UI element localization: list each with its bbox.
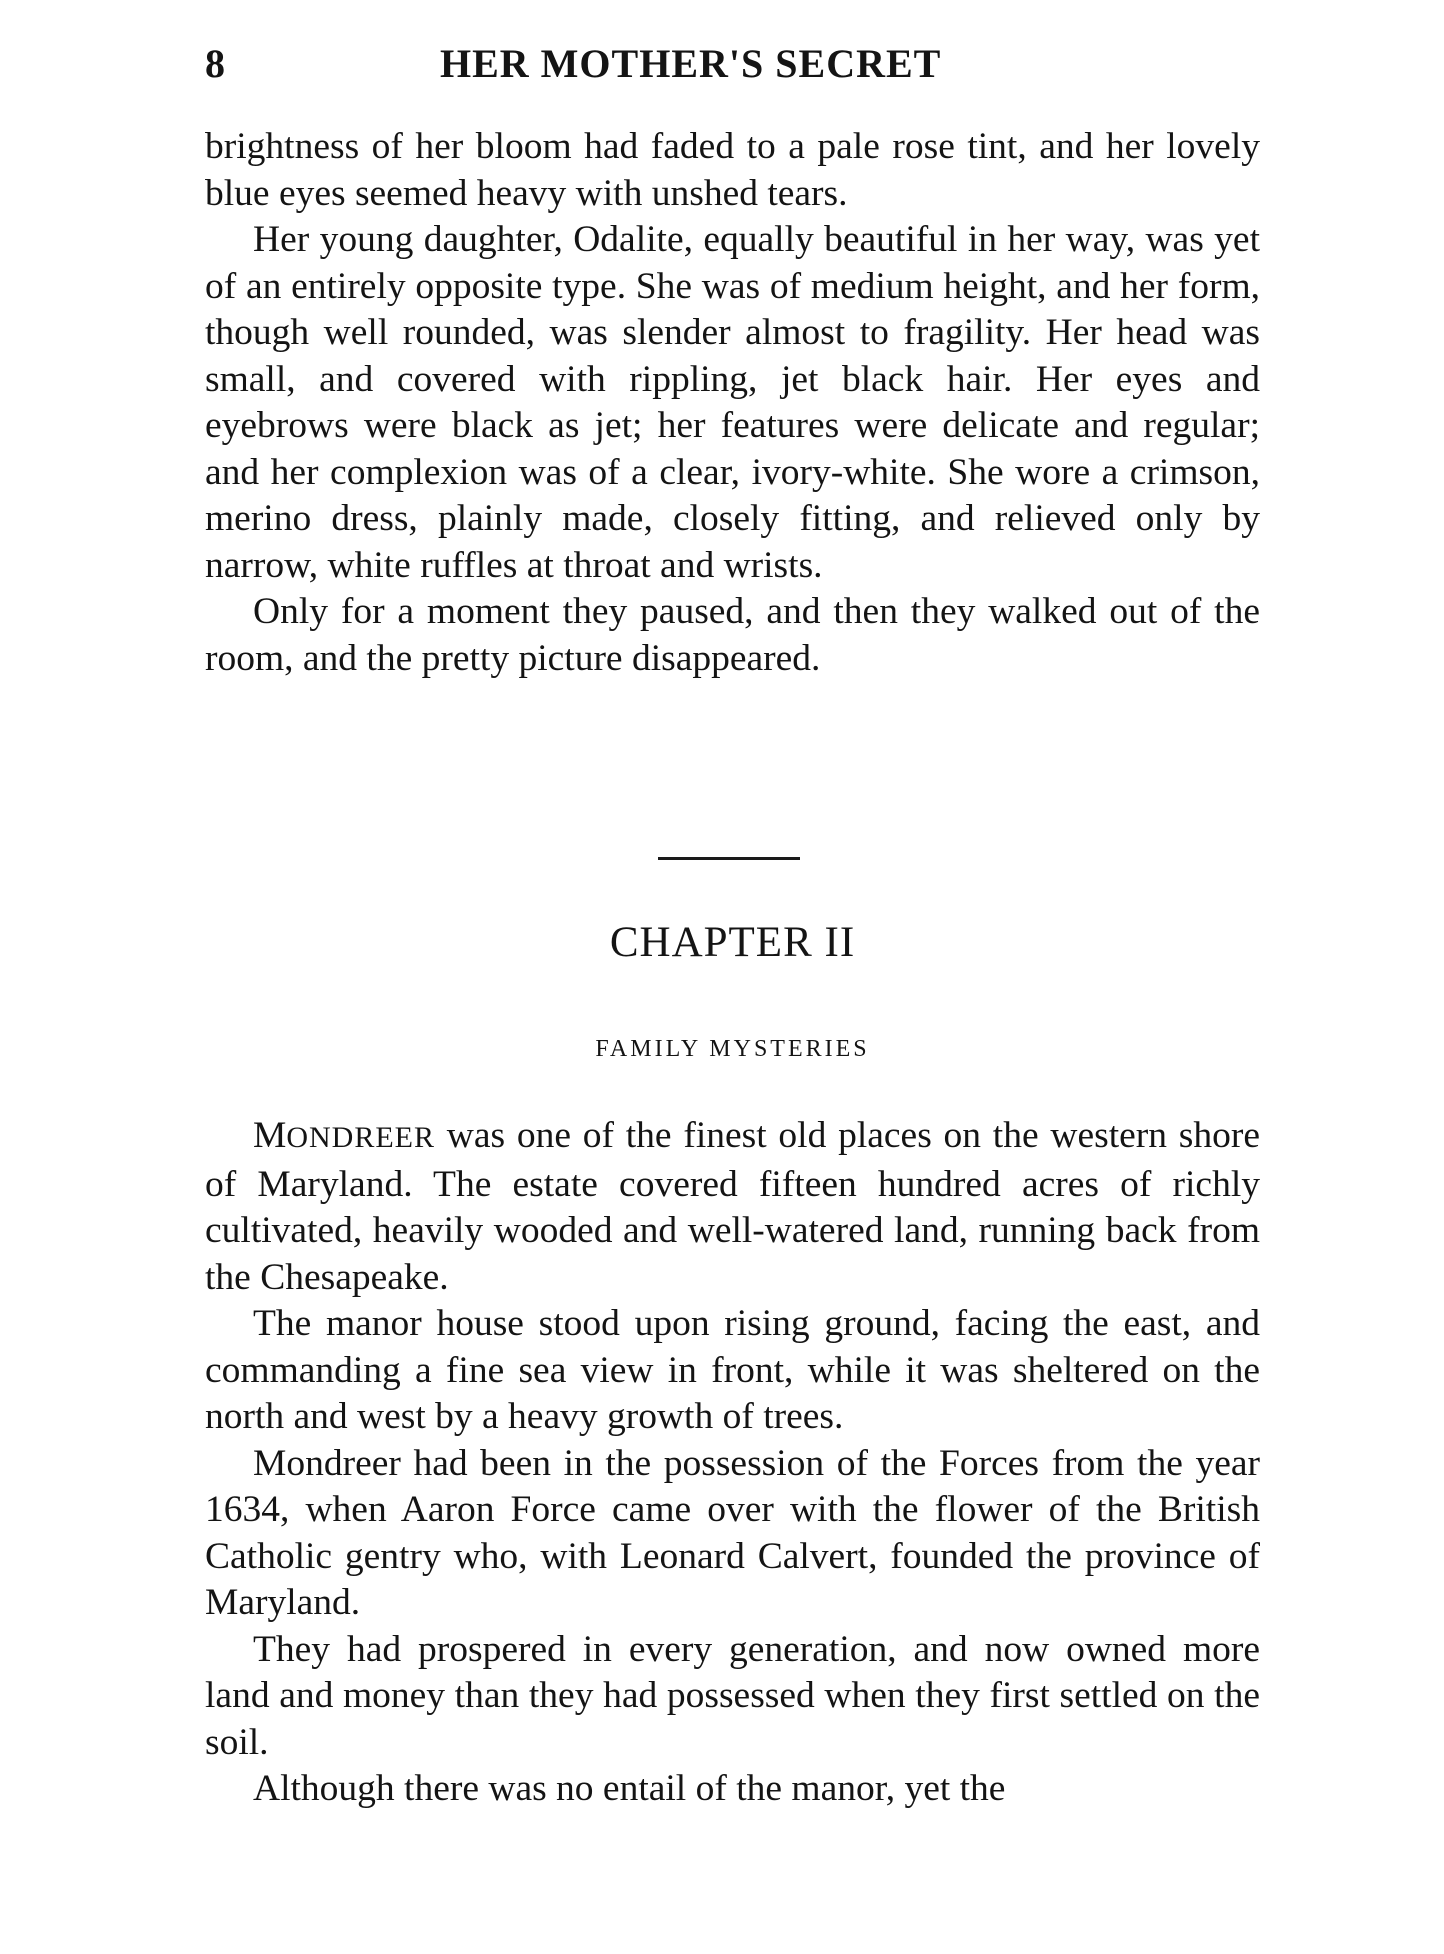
chapter-heading: CHAPTER II: [609, 919, 856, 966]
paragraph-prospered: They had prospered in every generation, and now owned more land and money than they had possessed when they first settled on the soil.: [205, 1628, 1260, 1763]
paragraph-continued: brightness of her bloom had faded to a pale rose tint, and her lovely blue eyes seemed heavy with unshed tears.: [205, 126, 1260, 214]
chapter-subtitle: FAMILY MYSTERIES: [595, 1036, 870, 1062]
paragraph-forces: Mondreer had been in the possession of the Forces from the year 1634, when Aaron Force came over with the flower of the British Catholic gentry who, with Leonard Calvert, founded the province of Maryland.: [205, 1442, 1260, 1623]
section-divider: [658, 857, 800, 860]
top-text-block: [205, 124, 1260, 682]
running-head: [205, 40, 1260, 100]
running-title: HER MOTHER'S SECRET: [440, 41, 942, 86]
paragraph-manor-house: The manor house stood upon rising ground, facing the east, and commanding a fine sea view in front, while it was sheltered on the north and west by a heavy growth of trees.: [205, 1303, 1260, 1437]
bottom-text-block: [205, 1113, 1260, 1813]
paragraph-entail: Although there was no entail of the manor, yet the: [253, 1768, 1006, 1809]
opening-smallcaps: ONDREER: [286, 1121, 436, 1154]
paragraph-mondreer-opening: [205, 1113, 1260, 1301]
paragraph-paused: Only for a moment they paused, and then they walked out of the room, and the pretty picture disappeared.: [205, 591, 1260, 679]
opening-initial: M: [253, 1115, 287, 1156]
page-number: 8: [205, 41, 226, 86]
opening-text: was one of the finest old places on the western shore of Maryland. The estate covered fifteen hundred acres of richly cultivated, heavily wooded and well-watered land, running back from the Chesapeake.: [205, 1115, 1260, 1298]
paragraph-odalite: Her young daughter, Odalite, equally beautiful in her way, was yet of an entirely opposite type. She was of medium height, and her form, though well rounded, was slender almost to fragility. Her head was small, and covered with rippling, jet black hair. Her eyes and eyebrows were black as jet; her features were delicate and regular; and her complexion was of a clear, ivory-white. She wore a crimson, merino dress, plainly made, closely fitting, and relieved only by narrow, white ruffles at throat and wrists.: [205, 219, 1260, 586]
